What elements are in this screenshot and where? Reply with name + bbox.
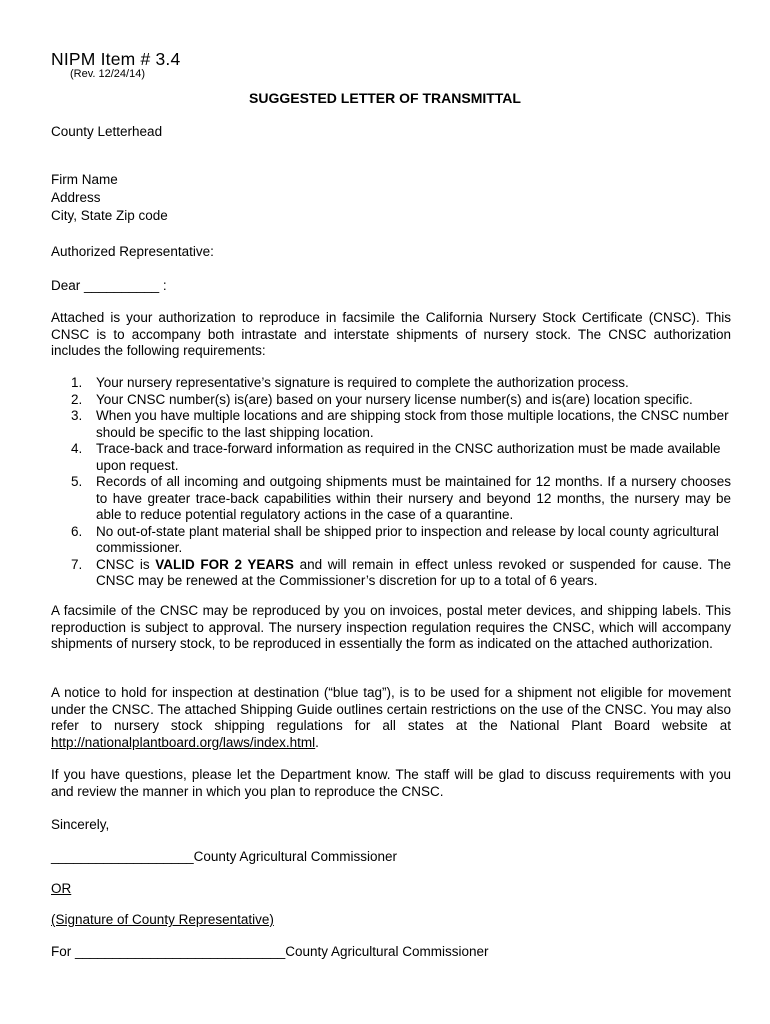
firm-name: Firm Name: [51, 172, 118, 187]
firm-city-state-zip: City, State Zip code: [51, 208, 168, 223]
requirements-list: [51, 375, 731, 590]
questions-paragraph: If you have questions, please let the Department know. The staff will be glad to discuss requirements with you and review the manner in which you plan to reproduce the CNSC.: [51, 767, 731, 799]
firm-address: Address: [51, 190, 101, 205]
notice-paragraph: A notice to hold for inspection at destination (“blue tag”), is to be used for a shipment not eligible for movement under the CNSC. The attached Shipping Guide outlines certain restrictions on the use of the CNSC. You may also refer to nursery stock shipping regulations for all states at the National Plant Board website at http://nationalplantboard.org/laws/index.html.: [51, 685, 731, 750]
authorized-representative: Authorized Representative:: [51, 244, 214, 259]
letterhead-placeholder: County Letterhead: [51, 124, 163, 139]
list-item: 1. Your nursery representative’s signature is required to complete the authorization process.: [71, 375, 629, 390]
letter-heading: SUGGESTED LETTER OF TRANSMITTAL: [249, 90, 521, 106]
list-item: 5. Records of all incoming and outgoing shipments must be maintained for 12 months. If a nursery chooses to have greater trace-back capabilities within their nursery and beyond 12 months, the nursery may be able to reduce potential regulatory actions in the case of a quarantine.: [71, 474, 731, 522]
item-title: NIPM Item # 3.4: [51, 49, 181, 69]
signature-line-commissioner: ___________________County Agricultural Commissioner: [51, 849, 397, 864]
intro-paragraph: Attached is your authorization to reproduce in facsimile the California Nursery Stock Certificate (CNSC). This CNSC is to accompany both intrastate and interstate shipments of nursery stock. The CNSC authorization includes the following requirements:: [51, 310, 731, 358]
or-separator: OR: [51, 881, 72, 896]
list-item: 7. CNSC is VALID FOR 2 YEARS and will remain in effect unless revoked or suspended for cause. The CNSC may be renewed at the Commissioner’s discretion for up to a total of 6 years.: [71, 556, 731, 588]
list-item: 4. Trace-back and trace-forward information as required in the CNSC authorization must be made available upon request.: [71, 441, 721, 473]
national-plant-board-link[interactable]: http://nationalplantboard.org/laws/index.html: [51, 734, 316, 750]
facsimile-paragraph: A facsimile of the CNSC may be reproduced by you on invoices, postal meter devices, and shipping labels. This reproduction is subject to approval. The nursery inspection regulation requires the CNSC, which will accompany shipments of nursery stock, to be reproduced in essentially the form as indicated on the attached authorization.: [51, 603, 731, 651]
list-item: 3. When you have multiple locations and are shipping stock from those multiple locations, the CNSC number should be specific to the last shipping location.: [71, 408, 729, 440]
closing: Sincerely,: [51, 817, 110, 832]
salutation: Dear __________ :: [51, 278, 167, 293]
for-commissioner-line: For ____________________________County Agricultural Commissioner: [51, 944, 489, 959]
signature-county-representative: (Signature of County Representative): [51, 912, 274, 927]
validity-emphasis: VALID FOR 2 YEARS: [155, 556, 294, 572]
list-item: 6. No out-of-state plant material shall be shipped prior to inspection and release by local county agricultural commissioner.: [71, 523, 719, 555]
revision-date: (Rev. 12/24/14): [70, 68, 146, 80]
list-item: 2. Your CNSC number(s) is(are) based on your nursery license number(s) and is(are) location specific.: [71, 391, 693, 407]
